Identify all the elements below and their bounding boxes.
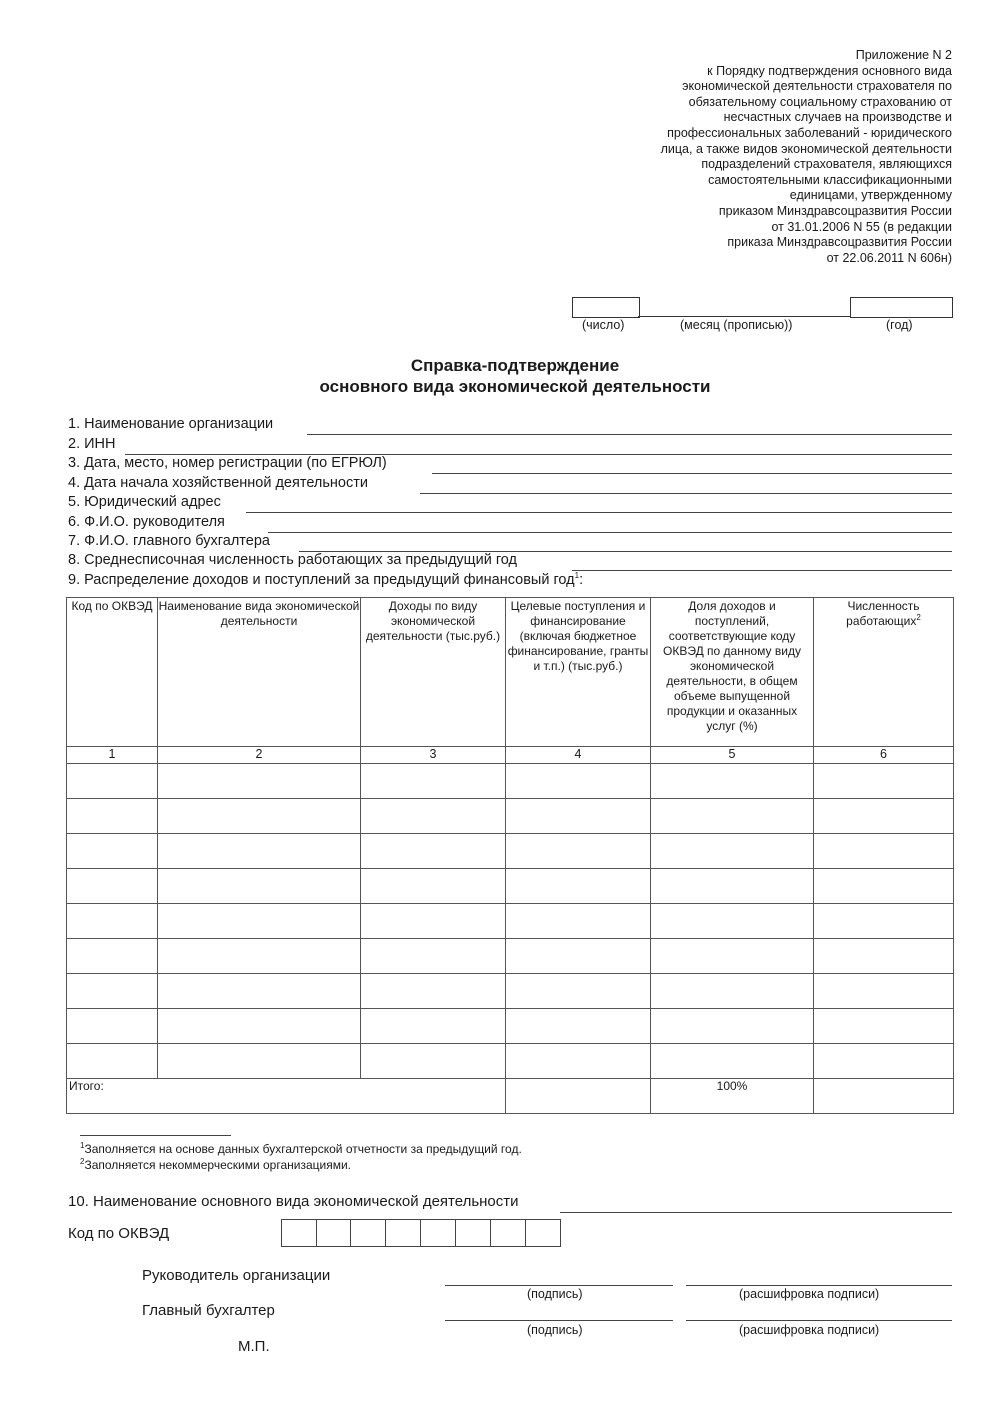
footnote-2 [80, 1157, 351, 1172]
okved-digit-box[interactable] [491, 1219, 526, 1247]
total-row [67, 1079, 954, 1114]
table-cell[interactable] [361, 939, 506, 974]
column-number: 6 [814, 747, 954, 764]
footnote-1-mark: 1 [80, 1141, 85, 1150]
table-cell[interactable] [651, 834, 814, 869]
table-cell[interactable] [361, 764, 506, 799]
field-organization-name: 1. Наименование организации [68, 416, 274, 432]
table-cell[interactable] [158, 974, 361, 1009]
accountant-signature-caption: (подпись) [527, 1323, 583, 1337]
table-cell[interactable] [506, 834, 651, 869]
table-cell[interactable] [361, 1044, 506, 1079]
footnote-2-mark: 2 [80, 1157, 85, 1166]
table-row [67, 1044, 954, 1079]
table-cell[interactable] [67, 834, 158, 869]
day-box[interactable] [572, 297, 640, 318]
table-cell[interactable] [158, 1009, 361, 1044]
total-label: Итого: [67, 1079, 506, 1114]
table-cell[interactable] [67, 764, 158, 799]
table-cell[interactable] [814, 764, 954, 799]
field-head-name: 6. Ф.И.О. руководителя [68, 514, 225, 530]
document-title [0, 355, 1000, 397]
head-signature-label: Руководитель организации [142, 1267, 331, 1284]
title-line-2: основного вида экономической деятельности [319, 377, 711, 396]
table-cell[interactable] [506, 1009, 651, 1044]
footnote-mark-2: 2 [916, 613, 921, 622]
table-cell[interactable] [506, 1044, 651, 1079]
table-cell[interactable] [67, 1009, 158, 1044]
table-cell[interactable] [814, 974, 954, 1009]
footnote-1-text: Заполняется на основе данных бухгалтерской отчетности за предыдущий год. [84, 1142, 522, 1156]
table-cell[interactable] [814, 834, 954, 869]
field-registration: 3. Дата, место, номер регистрации (по ЕГРЮЛ) [68, 455, 387, 471]
column-number: 2 [158, 747, 361, 764]
income-distribution-table [66, 597, 954, 1114]
month-line[interactable] [638, 316, 850, 317]
head-name-line[interactable] [268, 532, 952, 533]
total-percent: 100% [651, 1079, 814, 1114]
accountant-signature-line[interactable] [445, 1320, 673, 1321]
field-income-distribution [68, 571, 583, 588]
field-main-activity: 10. Наименование основного вида экономической деятельности [68, 1193, 519, 1210]
stamp-label: М.П. [238, 1338, 270, 1355]
table-cell[interactable] [67, 974, 158, 1009]
table-cell[interactable] [506, 939, 651, 974]
table-cell[interactable] [506, 974, 651, 1009]
header-okved-code: Код по ОКВЭД [67, 598, 158, 747]
okved-digit-box[interactable] [351, 1219, 386, 1247]
head-decoding-caption: (расшифровка подписи) [739, 1287, 880, 1301]
main-activity-line[interactable] [560, 1212, 952, 1213]
head-decoding-line[interactable] [686, 1285, 952, 1286]
okved-label: Код по ОКВЭД [68, 1225, 170, 1242]
table-cell[interactable] [651, 799, 814, 834]
table-cell[interactable] [361, 974, 506, 1009]
field-headcount: 8. Среднесписочная численность работающих за предыдущий год [68, 552, 518, 568]
header-activity-name: Наименование вида экономической деятельности [158, 598, 361, 747]
total-employees-cell[interactable] [814, 1079, 954, 1114]
accountant-decoding-line[interactable] [686, 1320, 952, 1321]
table-cell[interactable] [158, 764, 361, 799]
head-signature-line[interactable] [445, 1285, 673, 1286]
footnote-mark-1: 1 [574, 571, 580, 580]
column-number: 3 [361, 747, 506, 764]
accountant-decoding-caption: (расшифровка подписи) [739, 1323, 880, 1337]
table-header-row [67, 598, 954, 747]
okved-digit-box[interactable] [421, 1219, 456, 1247]
table-row [67, 799, 954, 834]
okved-digit-box[interactable] [281, 1219, 317, 1247]
table-cell[interactable] [651, 974, 814, 1009]
table-cell[interactable] [651, 1009, 814, 1044]
table-cell[interactable] [506, 869, 651, 904]
income-distribution-colon: : [579, 571, 584, 588]
title-line-1: Справка-подтверждение [410, 356, 620, 375]
table-row [67, 904, 954, 939]
field-start-date: 4. Дата начала хозяйственной деятельности [68, 475, 368, 491]
header-target-receipts: Целевые поступления и финансирование (включая бюджетное финансирование, гранты и т.п.) (тыс.руб.) [506, 598, 651, 747]
start-date-line[interactable] [420, 493, 952, 494]
appendix-note: Приложение N 2 к Порядку подтверждения основного вида экономической деятельности страхователя по обязательному социальному страхованию от несчастных случаев на производстве и профессиональных заболеваний - юридического лица, а также видов экономической деятельности подразделений страхователя, являющихся самостоятельными классификационными единицами, утвержденному приказом Минздравсоцразвития России от 31.01.2006 N 55 (в редакции приказа Минздравсоцразвития России от 22.06.2011 N 606н) [660, 48, 952, 265]
legal-address-line[interactable] [246, 512, 952, 513]
table-cell[interactable] [506, 799, 651, 834]
header-employees [814, 598, 954, 747]
table-cell[interactable] [651, 904, 814, 939]
table-row [67, 834, 954, 869]
column-number: 1 [67, 747, 158, 764]
day-caption: (число) [582, 318, 625, 332]
footnote-2-text: Заполняется некоммерческими организациями. [84, 1158, 351, 1172]
table-cell[interactable] [361, 799, 506, 834]
table-cell[interactable] [814, 869, 954, 904]
year-caption: (год) [886, 318, 913, 332]
registration-line[interactable] [432, 473, 952, 474]
table-cell[interactable] [506, 904, 651, 939]
field-inn: 2. ИНН [68, 436, 116, 452]
table-cell[interactable] [814, 904, 954, 939]
field-accountant-name: 7. Ф.И.О. главного бухгалтера [68, 533, 270, 549]
organization-name-line[interactable] [307, 434, 952, 435]
table-cell[interactable] [361, 904, 506, 939]
table-cell[interactable] [651, 869, 814, 904]
table-cell[interactable] [158, 834, 361, 869]
table-cell[interactable] [67, 1044, 158, 1079]
accountant-signature-label: Главный бухгалтер [142, 1302, 275, 1319]
field-legal-address: 5. Юридический адрес [68, 494, 221, 510]
table-cell[interactable] [814, 1044, 954, 1079]
table-cell[interactable] [814, 939, 954, 974]
table-cell[interactable] [158, 869, 361, 904]
table-cell[interactable] [651, 764, 814, 799]
table-cell[interactable] [651, 939, 814, 974]
table-cell[interactable] [506, 764, 651, 799]
year-box[interactable] [850, 297, 953, 318]
okved-digit-box[interactable] [456, 1219, 491, 1247]
footnote-separator [80, 1135, 231, 1136]
table-cell[interactable] [158, 1044, 361, 1079]
total-target-cell[interactable] [506, 1079, 651, 1114]
month-caption: (месяц (прописью)) [680, 318, 793, 332]
column-number: 5 [651, 747, 814, 764]
table-cell[interactable] [361, 1009, 506, 1044]
table-cell[interactable] [67, 939, 158, 974]
table-cell[interactable] [361, 834, 506, 869]
okved-digit-box[interactable] [526, 1219, 561, 1247]
table-cell[interactable] [67, 799, 158, 834]
table-cell[interactable] [651, 1044, 814, 1079]
table-cell[interactable] [67, 904, 158, 939]
table-cell[interactable] [158, 904, 361, 939]
okved-digit-box[interactable] [316, 1219, 351, 1247]
table-cell[interactable] [67, 869, 158, 904]
table-row [67, 764, 954, 799]
table-row [67, 939, 954, 974]
okved-digit-box[interactable] [386, 1219, 421, 1247]
income-distribution-label: 9. Распределение доходов и поступлений за предыдущий финансовый год [68, 571, 575, 588]
table-cell[interactable] [361, 869, 506, 904]
header-income-share: Доля доходов и поступлений, соответствующие коду ОКВЭД по данному виду экономической деятельности, в общем объеме выпущенной продукции и оказанных услуг (%) [651, 598, 814, 747]
column-number: 4 [506, 747, 651, 764]
footnote-1 [80, 1141, 522, 1156]
head-signature-caption: (подпись) [527, 1287, 583, 1301]
table-row [67, 1009, 954, 1044]
table-cell[interactable] [814, 1009, 954, 1044]
column-number-row [67, 747, 954, 764]
headcount-line[interactable] [572, 570, 952, 571]
header-employees-label: Численность работающих [846, 599, 920, 628]
table-cell[interactable] [158, 799, 361, 834]
table-row [67, 974, 954, 1009]
table-row [67, 869, 954, 904]
header-income: Доходы по виду экономической деятельности (тыс.руб.) [361, 598, 506, 747]
table-cell[interactable] [814, 799, 954, 834]
table-cell[interactable] [158, 939, 361, 974]
